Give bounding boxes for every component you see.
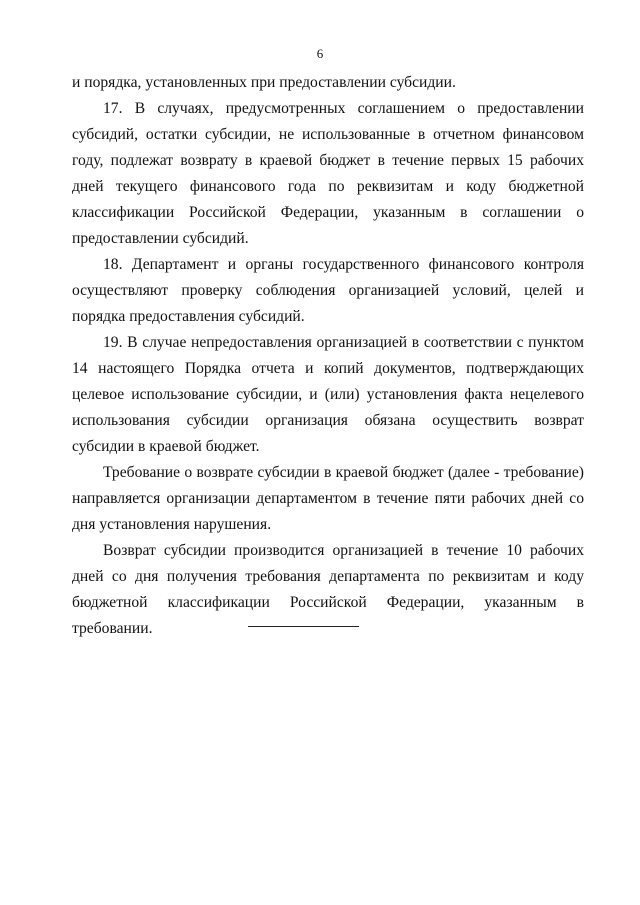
paragraph-item-19: 19. В случае непредоставления организацией в соответствии с пунктом 14 настоящего Порядка отчета и копий документов, подтверждающих целевое использование субсидии, и (или) установления факта нецелевого использования субсидии организация обязана осуществить возврат субсидии в краевой бюджет. [72, 334, 584, 455]
paragraph-item-18: 18. Департамент и органы государственного финансового контроля осуществляют проверку соблюдения организацией условий, целей и порядка предоставления субсидий. [72, 256, 584, 325]
paragraph-refund: Возврат субсидии производится организацией в течение 10 рабочих дней со дня получения требования департамента по реквизитам и коду бюджетной классификации Российской Федерации, указанным в требовании. [72, 542, 584, 637]
end-separator-line [248, 626, 359, 627]
paragraph-item-17: 17. В случаях, предусмотренных соглашением о предоставлении субсидий, остатки субсидии, не использованные в отчетном финансовом году, подлежат возврату в краевой бюджет в течение первых 15 рабочих дней текущего финансового года по реквизитам и коду бюджетной классификации Российской Федерации, указанным в соглашении о предоставлении субсидий. [72, 100, 584, 247]
paragraph-requirement: Требование о возврате субсидии в краевой бюджет (далее - требование) направляется организации департаментом в течение пяти рабочих дней со дня установления нарушения. [72, 464, 584, 533]
page-number: 6 [316, 46, 324, 61]
paragraph-continuation: и порядка, установленных при предоставлении субсидии. [72, 74, 456, 91]
document-body [72, 70, 584, 642]
